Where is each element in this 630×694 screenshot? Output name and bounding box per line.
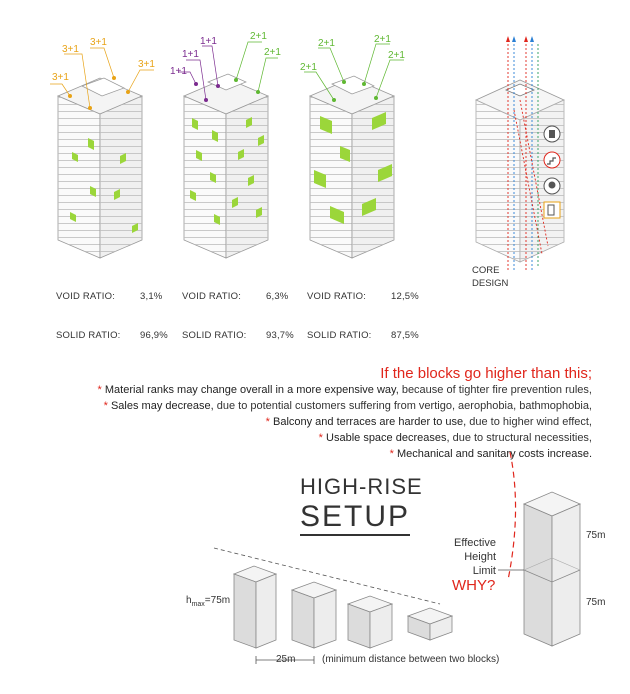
core-design-label [472,264,508,290]
tower-2-tag-a: 1+1 [170,66,187,77]
void-ratio-value: 3,1% [140,291,163,302]
effective-height-label [440,536,496,578]
core-label-line2: DESIGN [472,278,509,289]
reason-5: * Mechanical and sanitary costs increase. [389,448,592,460]
void-ratio-value: 6,3% [266,291,289,302]
core-tower [476,36,564,272]
solid-ratio-label: SOLID RATIO: [182,330,247,341]
spacing-label [276,654,295,665]
effective-line2: Height [464,551,496,563]
tower-3-tag-c: 2+1 [374,34,391,45]
tower-2-tag-b: 1+1 [182,49,199,60]
solid-ratio-value: 87,5% [391,330,419,341]
stairs-icon [544,152,560,168]
reason-rest: due to structural necessities, [449,432,592,444]
core-label-line1: CORE [472,265,500,276]
hmax-sub: max [191,601,205,608]
setup-subtitle: SETUP [300,500,410,536]
tower-2-tag-c: 1+1 [200,36,217,47]
fire-exit-icon [544,202,560,218]
height-bottom-label: 75m [586,597,606,608]
hmax-value: =75m [204,595,231,606]
tower-3 [304,44,404,258]
reason-4: * Usable space decreases, due to structural necessities, [318,432,592,444]
reason-lead: Balcony and terraces are harder to use, [272,416,467,428]
reason-rest: due to higher wind effect, [466,416,592,428]
reason-rest: because of tighter fire prevention rules, [398,384,592,396]
solid-ratio-label: SOLID RATIO: [307,330,372,341]
solid-ratio-value: 93,7% [266,330,294,341]
tower-2-tag-d: 2+1 [250,31,267,42]
tower-1-tag-c: 3+1 [90,37,107,48]
tower-1-tag-b: 3+1 [62,44,79,55]
reason-lead: Usable space decreases, [326,432,450,444]
solid-ratio-value: 96,9% [140,330,168,341]
tower-1-tag-a: 3+1 [52,72,69,83]
tower-2-tag-e: 2+1 [264,47,281,58]
reason-1: * Material ranks may change overall in a more expensive way, because of tighter fire prevention rules, [97,384,592,396]
effective-line3: Limit [472,565,496,577]
void-ratio-label: VOID RATIO: [182,291,242,302]
solid-ratio-label: SOLID RATIO: [56,330,121,341]
tower-1-ratios [56,264,168,355]
tower-2 [178,42,278,258]
effective-line1: Effective [454,537,496,549]
warning-title: If the blocks go higher than this; [380,365,592,382]
void-ratio-value: 12,5% [391,291,419,302]
tower-2-ratios [182,264,294,355]
tower-3-tag-d: 2+1 [388,50,405,61]
tower-1-tag-d: 3+1 [138,59,155,70]
reason-rest: due to potential customers suffering from vertigo, aerophobia, bathmophobia, [213,400,592,412]
void-ratio-label: VOID RATIO: [307,291,367,302]
tower-3-tag-b: 2+1 [318,38,335,49]
void-ratio-label: VOID RATIO: [56,291,116,302]
spacing-value: 25m [276,654,296,665]
reason-3: * Balcony and terraces are harder to use, due to higher wind effect, [265,416,592,428]
reason-lead: Sales may decrease, [110,400,214,412]
tower-3-ratios [307,264,419,355]
tower-3-tag-a: 2+1 [300,62,317,73]
setup-title: HIGH-RISE [300,474,423,499]
height-top-label: 75m [586,530,606,541]
reason-2: * Sales may decrease, due to potential customers suffering from vertigo, aerophobia, bathmophobia, [103,400,592,412]
reason-lead: Material ranks may change overall in a more expensive way, [104,384,399,396]
hmax-label [186,595,230,608]
spacing-note: (minimum distance between two blocks) [322,654,500,665]
why-label: WHY? [452,577,496,594]
reason-lead: Mechanical and sanitary costs increase. [396,448,592,460]
hmax-h: h [186,595,192,606]
